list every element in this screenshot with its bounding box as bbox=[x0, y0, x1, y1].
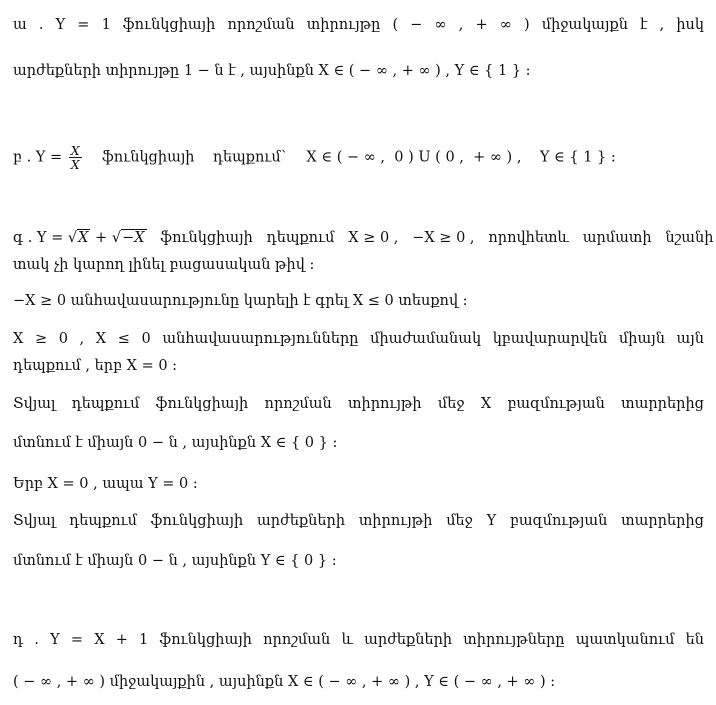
section-b-line bbox=[13, 144, 704, 171]
section-a-line-2: արժեքների տիրույթը 1 − ն է , այսինքն X ∈ ( − ∞ , + ∞ ) , Y ∈ { 1 } : bbox=[13, 63, 531, 79]
section-c-line-4: X ≥ 0 , X ≤ 0 անհավասարությունները միաժամանակ կբավարարվեն միայն այն bbox=[13, 331, 704, 347]
section-b-text: ֆունկցիայի դեպքում` X ∈ ( − ∞ , 0 ) U ( 0 , + ∞ ) , Y ∈ { 1 } : bbox=[88, 149, 616, 166]
section-c-line-3: −X ≥ 0 անհավասարությունը կարելի է գրել X ≤ 0 տեսքով : bbox=[13, 293, 468, 309]
section-a-line-1: ա . Y = 1 ֆունկցիայի որոշման տիրույթը ( − ∞ , + ∞ ) միջակայքն է , իսկ bbox=[13, 17, 704, 33]
fraction-numerator: X bbox=[70, 143, 80, 158]
section-d-line-2: ( − ∞ , + ∞ ) միջակայքին , այսինքն X ∈ ( − ∞ , + ∞ ) , Y ∈ ( − ∞ , + ∞ ) : bbox=[13, 674, 556, 690]
section-c-line-7: մտնում է միայն 0 − ն , այսինքն X ∈ { 0 } : bbox=[13, 435, 338, 451]
sqrt-x-radicand: X bbox=[78, 230, 89, 246]
section-c-line-10: մտնում է միայն 0 − ն , այսինքն Y ∈ { 0 } : bbox=[13, 553, 337, 569]
section-c-line-2: տակ չի կարող լինել բացասական թիվ : bbox=[13, 257, 315, 273]
section-b-label: բ . Y = bbox=[13, 149, 63, 166]
section-c-line-1 bbox=[13, 228, 714, 248]
section-c-line-1-rest: ֆունկցիայի դեպքում X ≥ 0 , −X ≥ 0 , որովհետև արմատի նշանի bbox=[146, 230, 714, 246]
sqrt-minus-x-radicand: −X bbox=[122, 230, 145, 246]
plus-sign: + bbox=[90, 230, 112, 246]
sqrt-minus-x: √−X bbox=[111, 230, 145, 246]
fraction-x-over-x bbox=[69, 144, 82, 171]
section-c-line-6: Տվյալ դեպքում ֆունկցիայի որոշման տիրույթի մեջ X բազմության տարրերից bbox=[13, 396, 704, 412]
section-d-line-1: դ . Y = X + 1 ֆունկցիայի որոշման և արժեքների տիրույթները պատկանում են bbox=[13, 632, 704, 648]
section-c-label: գ . Y = bbox=[13, 230, 68, 246]
sqrt-x: √X bbox=[67, 230, 89, 246]
section-c-line-8: Երբ X = 0 , ապա Y = 0 : bbox=[13, 476, 198, 492]
section-c-line-5: դեպքում , երբ X = 0 : bbox=[13, 358, 178, 374]
section-c-line-9: Տվյալ դեպքում ֆունկցիայի արժեքների տիրույթի մեջ Y բազմության տարրերից bbox=[13, 513, 704, 529]
fraction-denominator: X bbox=[70, 157, 80, 172]
